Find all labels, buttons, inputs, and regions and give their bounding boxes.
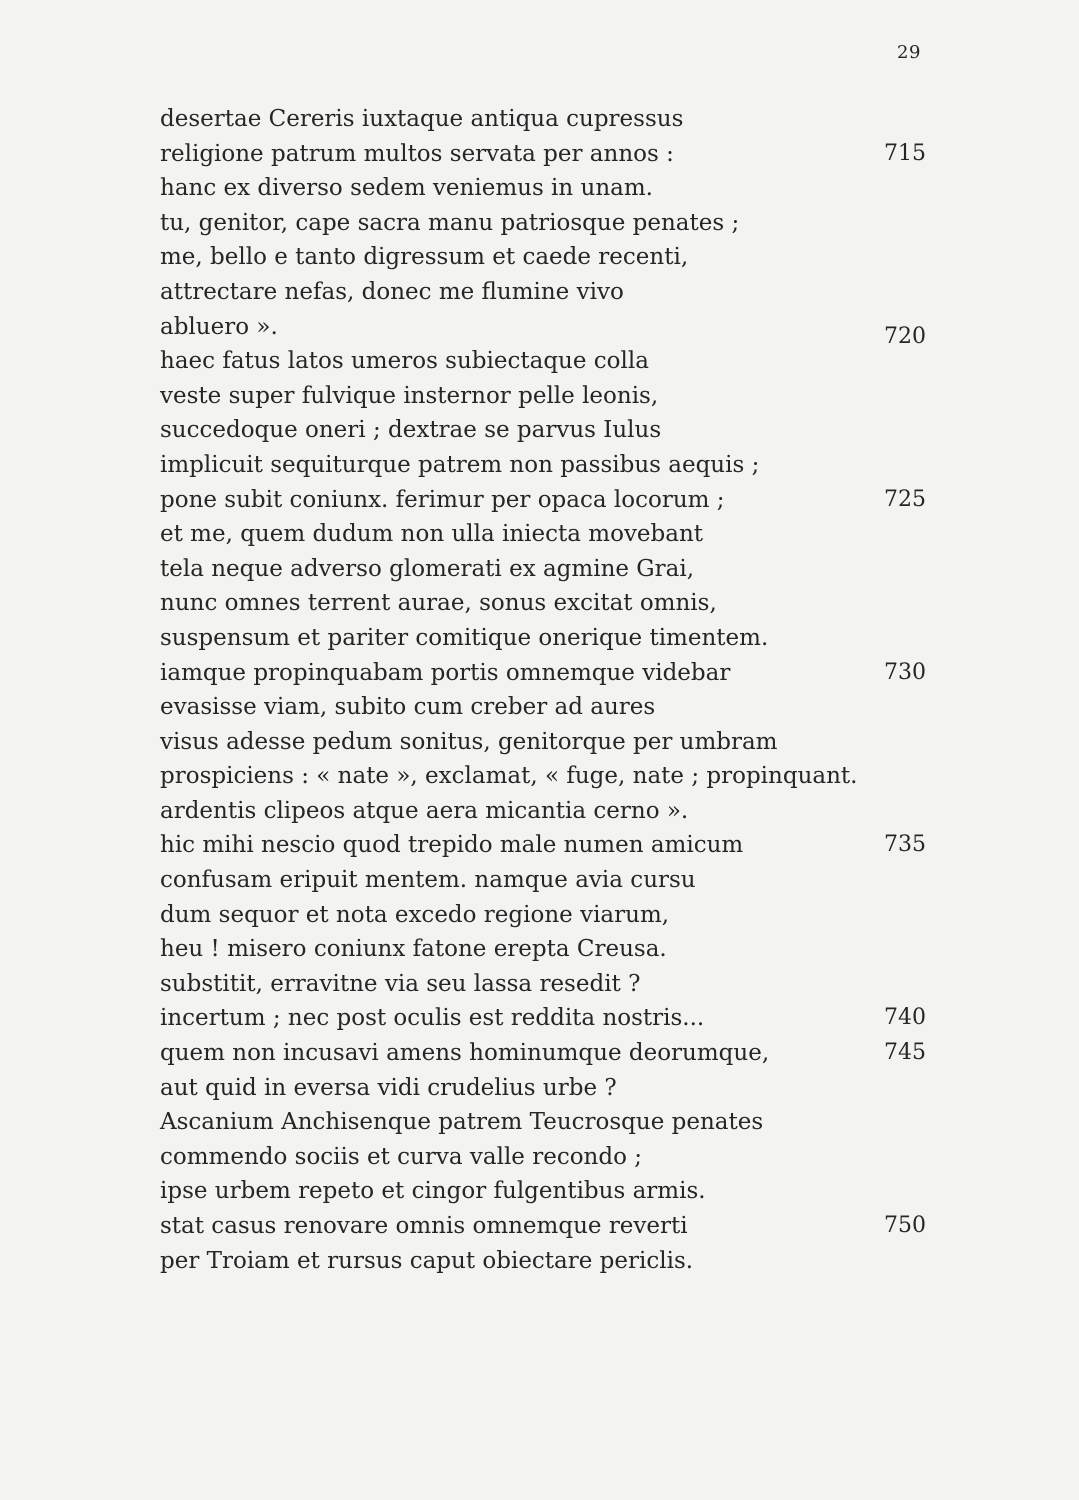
verse-line bbox=[160, 690, 950, 725]
verse-block bbox=[160, 102, 950, 1278]
verse-line bbox=[160, 275, 950, 310]
verse-line bbox=[160, 171, 950, 206]
verse-line bbox=[160, 759, 950, 794]
verse-text: per Troiam et rursus caput obiectare periclis. bbox=[160, 1247, 694, 1274]
verse-line bbox=[160, 102, 950, 137]
verse-text: Ascanium Anchisenque patrem Teucrosque penates bbox=[160, 1109, 764, 1136]
verse-line bbox=[160, 1105, 950, 1140]
verse-text: ardentis clipeos atque aera micantia cerno ». bbox=[160, 797, 689, 824]
verse-text: heu ! misero coniunx fatone erepta Creusa. bbox=[160, 936, 667, 963]
verse-line bbox=[160, 1001, 950, 1036]
verse-text: tela neque adverso glomerati ex agmine Grai, bbox=[160, 555, 695, 582]
line-number: 730 bbox=[884, 659, 926, 685]
line-number: 735 bbox=[884, 832, 926, 858]
verse-line bbox=[160, 967, 950, 1002]
verse-line bbox=[160, 517, 950, 552]
verse-text: confusam eripuit mentem. namque avia cursu bbox=[160, 867, 696, 894]
verse-line bbox=[160, 1244, 950, 1279]
verse-text: commendo sociis et curva valle recondo ; bbox=[160, 1143, 643, 1170]
line-number: 725 bbox=[884, 486, 926, 512]
verse-line bbox=[160, 137, 950, 172]
verse-text: substitit, erravitne via seu lassa resedit ? bbox=[160, 970, 641, 997]
verse-text: ipse urbem repeto et cingor fulgentibus armis. bbox=[160, 1178, 706, 1205]
verse-line bbox=[160, 725, 950, 760]
verse-line bbox=[160, 483, 950, 518]
verse-line bbox=[160, 656, 950, 691]
verse-text: stat casus renovare omnis omnemque reverti bbox=[160, 1213, 688, 1239]
verse-line bbox=[160, 206, 950, 241]
verse-text: me, bello e tanto digressum et caede recenti, bbox=[160, 244, 689, 271]
verse-text: nunc omnes terrent aurae, sonus excitat omnis, bbox=[160, 590, 717, 617]
verse-text: abluero ». bbox=[160, 313, 278, 340]
verse-text: dum sequor et nota excedo regione viarum, bbox=[160, 901, 670, 928]
verse-text: incertum ; nec post oculis est reddita nostris... bbox=[160, 1005, 705, 1032]
verse-text: evasisse viam, subito cum creber ad aures bbox=[160, 694, 656, 721]
verse-text: veste super fulvique insternor pelle leonis, bbox=[160, 382, 659, 409]
verse-line bbox=[160, 898, 950, 933]
verse-line bbox=[160, 586, 950, 621]
verse-line bbox=[160, 1209, 950, 1244]
verse-line bbox=[160, 310, 950, 349]
verse-text: hic mihi nescio quod trepido male numen amicum bbox=[160, 832, 744, 859]
verse-text: tu, genitor, cape sacra manu patriosque penates ; bbox=[160, 209, 740, 236]
verse-text: aut quid in eversa vidi crudelius urbe ? bbox=[160, 1074, 617, 1101]
verse-text: hanc ex diverso sedem veniemus in unam. bbox=[160, 175, 653, 202]
verse-text: iamque propinquabam portis omnemque videbar bbox=[160, 659, 731, 686]
verse-line bbox=[160, 1140, 950, 1175]
verse-line bbox=[160, 1036, 950, 1071]
line-number: 740 bbox=[884, 1005, 926, 1031]
verse-text: haec fatus latos umeros subiectaque colla bbox=[160, 348, 649, 375]
verse-text: succedoque oneri ; dextrae se parvus Iulus bbox=[160, 417, 662, 444]
verse-line bbox=[160, 379, 950, 414]
verse-line bbox=[160, 863, 950, 898]
verse-text: suspensum et pariter comitique onerique timentem. bbox=[160, 624, 769, 651]
verse-line bbox=[160, 240, 950, 275]
verse-text: et me, quem dudum non ulla iniecta movebant bbox=[160, 521, 704, 548]
verse-text: implicuit sequiturque patrem non passibus aequis ; bbox=[160, 451, 760, 478]
verse-line bbox=[160, 932, 950, 967]
verse-line bbox=[160, 448, 950, 483]
verse-text: prospiciens : « nate », exclamat, « fuge, nate ; propinquant. bbox=[160, 763, 858, 790]
verse-line bbox=[160, 794, 950, 829]
page-number: 29 bbox=[897, 42, 921, 63]
verse-line bbox=[160, 1174, 950, 1209]
verse-line bbox=[160, 552, 950, 587]
verse-text: desertae Cereris iuxtaque antiqua cupressus bbox=[160, 106, 684, 132]
line-number: 745 bbox=[884, 1040, 926, 1066]
verse-line bbox=[160, 1071, 950, 1106]
verse-text: quem non incusavi amens hominumque deorumque, bbox=[160, 1040, 770, 1067]
verse-text: religione patrum multos servata per annos : bbox=[160, 140, 674, 167]
verse-text: visus adesse pedum sonitus, genitorque per umbram bbox=[160, 728, 778, 755]
verse-text: attrectare nefas, donec me flumine vivo bbox=[160, 278, 624, 305]
line-number: 750 bbox=[884, 1213, 926, 1238]
line-number: 715 bbox=[884, 140, 926, 166]
verse-line bbox=[160, 344, 950, 379]
verse-text: pone subit coniunx. ferimur per opaca locorum ; bbox=[160, 486, 725, 513]
verse-line bbox=[160, 413, 950, 448]
line-number: 720 bbox=[884, 323, 926, 349]
verse-line bbox=[160, 621, 950, 656]
verse-line bbox=[160, 828, 950, 863]
